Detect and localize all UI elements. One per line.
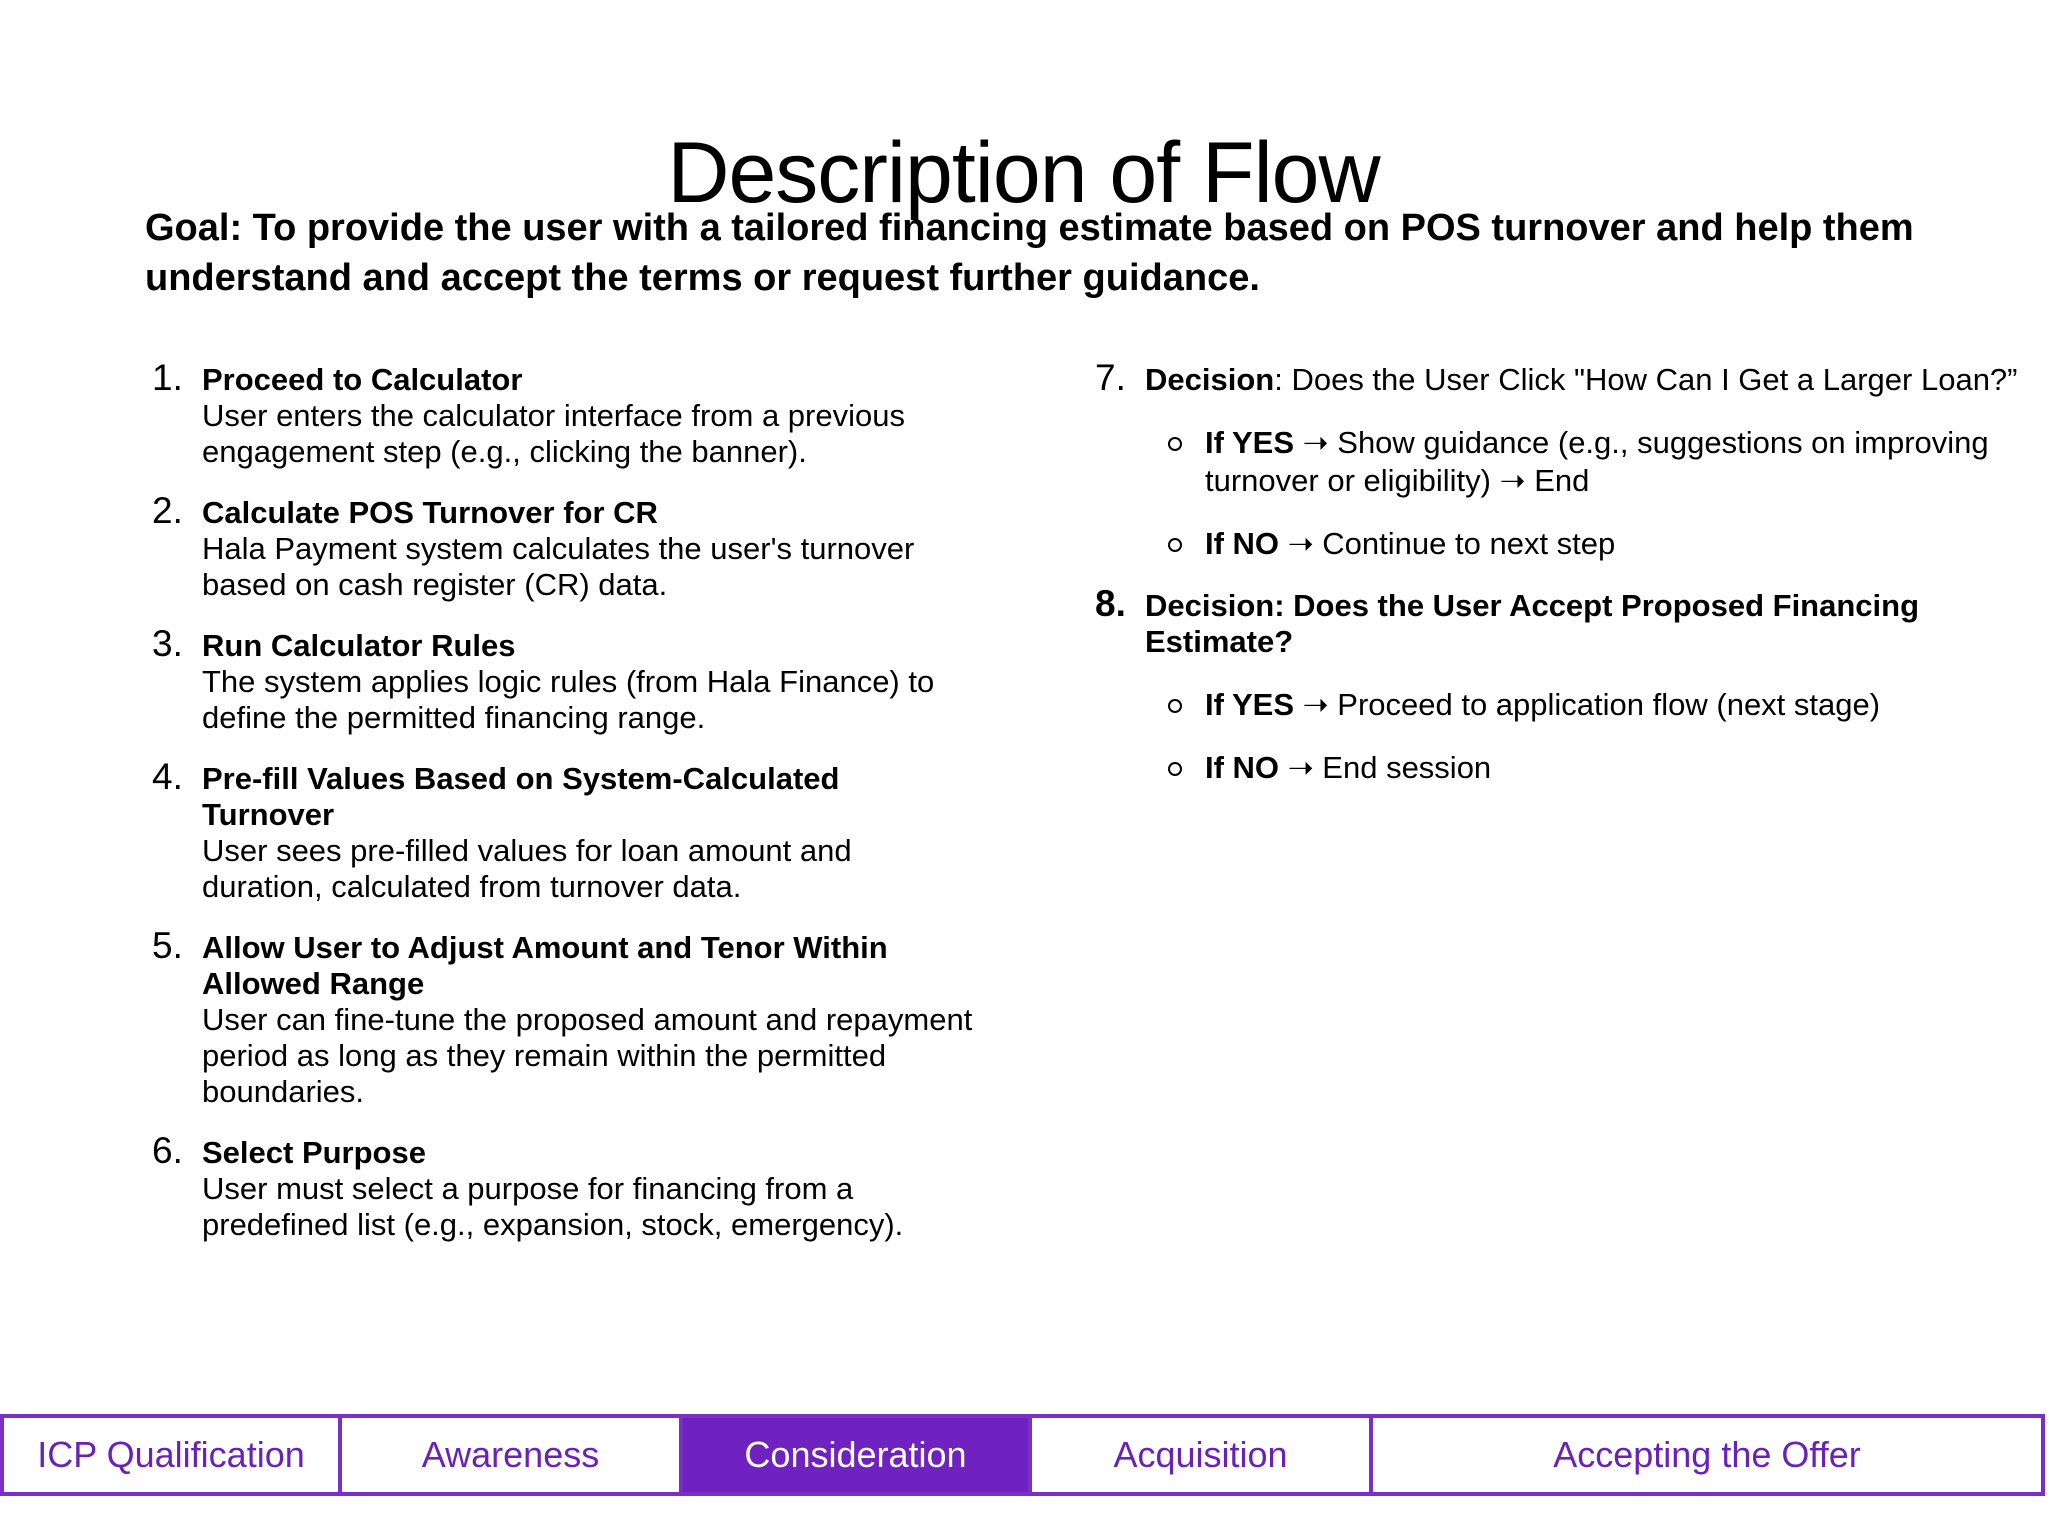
decision-option-yes: [1145, 686, 2018, 724]
step-number: 6.: [152, 1130, 183, 1171]
decision-option-no: [1145, 525, 2018, 563]
step-heading-suffix: : Does the User Click "How Can I Get a Larger Loan?”: [1274, 362, 2018, 397]
steps-left-column: [145, 357, 975, 1268]
goal-statement: Goal: To provide the user with a tailored financing estimate based on POS turnover and help them understand and accept the terms or request further guidance.: [145, 207, 1914, 299]
circle-bullet-icon: [1168, 437, 1182, 451]
step-number: 7.: [1095, 357, 1126, 398]
decision-options: [1145, 686, 2018, 787]
tab-accepting-the-offer[interactable]: Accepting the Offer: [1369, 1414, 2045, 1496]
decision-question: [1145, 362, 2018, 398]
option-label: If YES: [1205, 425, 1295, 460]
step-number: 8.: [1095, 583, 1126, 624]
option-text: Proceed to application flow (next stage): [1337, 687, 1881, 722]
step-heading: Allow User to Adjust Amount and Tenor Within Allowed Range: [202, 930, 888, 1001]
journey-stage-tabs: [0, 1414, 2045, 1496]
step-number: 1.: [152, 357, 183, 398]
step-heading: Select Purpose: [202, 1135, 426, 1170]
option-text: End session: [1322, 750, 1492, 785]
circle-bullet-icon: [1168, 762, 1182, 776]
step-item: [145, 357, 975, 470]
steps-right-column: [1088, 357, 2018, 812]
decision-question: [1145, 588, 2018, 660]
step-item: [145, 623, 975, 736]
step-item: [145, 756, 975, 905]
step-heading: Pre-fill Values Based on System-Calculated Turnover: [202, 761, 840, 832]
step-number: 3.: [152, 623, 183, 664]
arrow-icon: ➝: [1287, 750, 1314, 785]
option-text: Continue to next step: [1322, 526, 1616, 561]
tab-icp-qualification[interactable]: ICP Qualification: [0, 1414, 342, 1496]
decision-options: [1145, 424, 2018, 563]
step-description: User enters the calculator interface from a previous engagement step (e.g., clicking the banner).: [202, 398, 905, 469]
decision-step: [1088, 357, 2018, 563]
decision-option-no: [1145, 749, 2018, 787]
tab-consideration[interactable]: Consideration: [679, 1414, 1032, 1496]
arrow-icon: ➝: [1287, 526, 1314, 561]
step-description: User sees pre-filled values for loan amount and duration, calculated from turnover data.: [202, 833, 852, 904]
step-description: Hala Payment system calculates the user's turnover based on cash register (CR) data.: [202, 531, 915, 602]
circle-bullet-icon: [1168, 538, 1182, 552]
step-description: User must select a purpose for financing from a predefined list (e.g., expansion, stock, emergency).: [202, 1171, 904, 1242]
option-label: If NO: [1205, 750, 1280, 785]
step-number: 4.: [152, 756, 183, 797]
step-number: 5.: [152, 925, 183, 966]
step-heading: Calculate POS Turnover for CR: [202, 495, 658, 530]
page-title: Description of Flow: [667, 124, 1380, 221]
tab-acquisition[interactable]: Acquisition: [1028, 1414, 1373, 1496]
arrow-icon: ➝: [1302, 425, 1329, 460]
step-item: [145, 925, 975, 1110]
step-heading: Run Calculator Rules: [202, 628, 516, 663]
decision-option-yes: [1145, 424, 2018, 500]
tab-awareness[interactable]: Awareness: [338, 1414, 683, 1496]
step-item: [145, 1130, 975, 1243]
step-number: 2.: [152, 490, 183, 531]
option-text: Show guidance (e.g., suggestions on improving turnover or eligibility) ➝ End: [1205, 425, 1989, 498]
arrow-icon: ➝: [1302, 687, 1329, 722]
decision-step: [1088, 583, 2018, 787]
option-label: If NO: [1205, 526, 1280, 561]
step-heading: Decision: [1145, 362, 1275, 397]
step-description: User can fine-tune the proposed amount and repayment period as long as they remain within the permitted boundaries.: [202, 1002, 973, 1109]
option-label: If YES: [1205, 687, 1295, 722]
circle-bullet-icon: [1168, 699, 1182, 713]
step-heading: Proceed to Calculator: [202, 362, 523, 397]
step-description: The system applies logic rules (from Hala Finance) to define the permitted financing range.: [202, 664, 935, 735]
step-heading: Decision: Does the User Accept Proposed Financing Estimate?: [1145, 588, 1920, 659]
step-item: [145, 490, 975, 603]
